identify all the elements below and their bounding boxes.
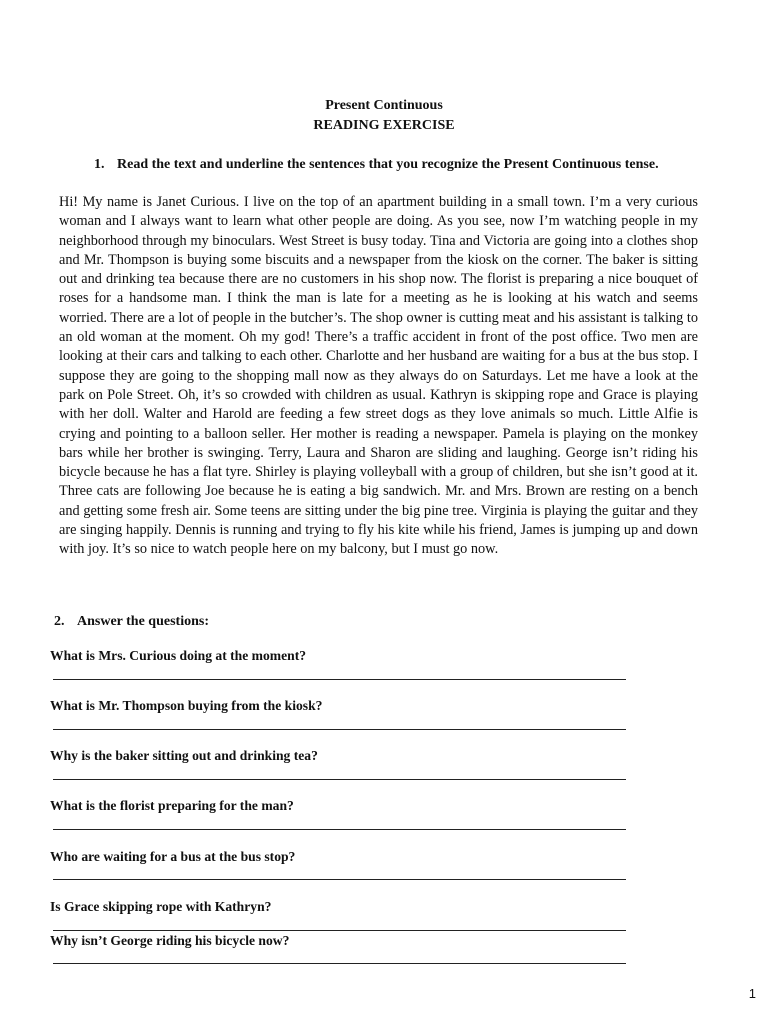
answer-line-6[interactable]: [53, 930, 626, 931]
section-2-heading-text: Answer the questions:: [77, 614, 209, 629]
answer-line-4[interactable]: [53, 829, 626, 830]
reading-passage: Hi! My name is Janet Curious. I live on the top of an apartment building in a small town. I’m a very curious woman and I always want to learn what other people are doing. As you see, now I’m watching people in my neighborhood through my binoculars. West Street is busy today. Tina and Victoria are going into a clothes shop and Mr. Thompson is buying some biscuits and a newspaper from the kiosk on the corner. The baker is sitting out and drinking tea because there are no customers in his shop now. The florist is preparing a nice bouquet of roses for a handsome man. I think the man is late for a meeting as he is looking at his watch and seems worried. There are a lot of people in the butcher’s. The shop owner is cutting meat and his assistant is talking to an old woman at the moment. Oh my god! There’s a traffic accident in front of the post office. Two men are looking at their cars and talking to each other. Charlotte and her husband are waiting for a bus at the bus stop. I suppose they are going to the shopping mall now as they always do on Saturdays. Let me have a look at the park on Pole Street. Oh, it’s so crowded with children as usual. Kathryn is skipping rope and Grace is playing with her doll. Walter and Harold are feeding a few street dogs as they love animals so much. Little Alfie is crying and pointing to a balloon seller. Her mother is reading a newspaper. Pamela is playing on the monkey bars while her brother is swinging. Terry, Laura and Sharon are sliding and laughing. George isn’t riding his bicycle because he has a flat tyre. Shirley is playing volleyball with a group of children, but she isn’t good at it. Three cats are following Joe because he is eating a big sandwich. Mr. and Mrs. Brown are resting on a bench and getting some fresh air. Some teens are sitting under the big pine tree. Virginia is playing the guitar and they are singing happily. Dennis is running and trying to fly his kite while his friend, James is jumping up and down with joy. It’s so nice to watch people here on my balcony, but I must go now.: [59, 194, 698, 558]
question-4: What is the florist preparing for the man?: [50, 798, 294, 813]
answer-line-3[interactable]: [53, 779, 626, 780]
page-number: 1: [748, 986, 756, 1001]
page-title: Present Continuous: [325, 98, 443, 113]
section-1-instruction-text: Read the text and underline the sentences that you recognize the Present Continuous tense.: [117, 157, 659, 172]
question-7: Why isn’t George riding his bicycle now?: [50, 933, 290, 948]
answer-line-1[interactable]: [53, 679, 626, 680]
question-3: Why is the baker sitting out and drinking tea?: [50, 748, 318, 763]
section-2-number: 2.: [54, 614, 65, 629]
question-6: Is Grace skipping rope with Kathryn?: [50, 899, 272, 914]
question-2: What is Mr. Thompson buying from the kiosk?: [50, 698, 323, 713]
page-subtitle: READING EXERCISE: [313, 118, 455, 133]
section-1-number: 1.: [94, 157, 105, 172]
answer-line-2[interactable]: [53, 729, 626, 730]
answer-line-7[interactable]: [53, 963, 626, 964]
answer-line-5[interactable]: [53, 879, 626, 880]
section-1-instruction: [94, 156, 659, 174]
question-1: What is Mrs. Curious doing at the moment?: [50, 648, 307, 663]
section-2-heading: [54, 613, 209, 631]
question-5: Who are waiting for a bus at the bus stop?: [50, 849, 296, 864]
